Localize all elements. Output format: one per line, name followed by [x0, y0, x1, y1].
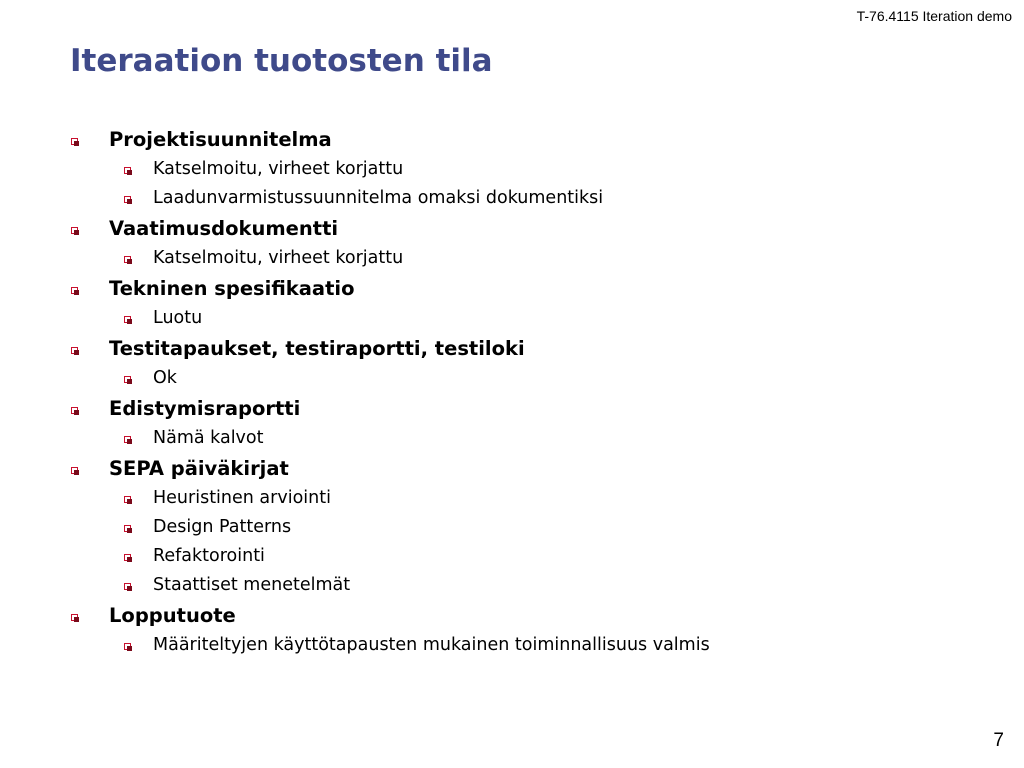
sub-bullet-item-label: Nämä kalvot	[153, 428, 264, 448]
sub-bullet-item-label: Katselmoitu, virheet korjattu	[153, 159, 404, 179]
square-bullet-icon	[124, 167, 131, 174]
sub-bullet-item-label: Heuristinen arviointi	[153, 488, 331, 508]
square-bullet-icon	[124, 496, 131, 503]
sub-bullet-item	[0, 244, 1024, 273]
bullet-item-label: Projektisuunnitelma	[109, 128, 332, 151]
bullet-item	[0, 125, 1024, 155]
sub-bullet-item-label: Luotu	[153, 308, 203, 328]
sub-bullet-item-label: Refaktorointi	[153, 546, 265, 566]
square-bullet-icon	[124, 554, 131, 561]
sub-bullet-item	[0, 484, 1024, 513]
sub-bullet-item	[0, 571, 1024, 600]
bullet-item-label: Lopputuote	[109, 604, 236, 627]
course-header-tag: T-76.4115 Iteration demo	[856, 8, 1012, 24]
bullet-item-label: Testitapaukset, testiraportti, testiloki	[109, 337, 525, 360]
square-bullet-icon	[124, 643, 131, 650]
square-bullet-icon	[71, 227, 78, 234]
sub-bullet-item	[0, 513, 1024, 542]
sub-bullet-item	[0, 364, 1024, 393]
bullet-item-label: SEPA päiväkirjat	[109, 457, 289, 480]
sub-bullet-item	[0, 424, 1024, 453]
sub-bullet-item	[0, 304, 1024, 333]
sub-bullet-item-label: Katselmoitu, virheet korjattu	[153, 248, 404, 268]
square-bullet-icon	[71, 407, 78, 414]
square-bullet-icon	[124, 316, 131, 323]
sub-bullet-item-label: Laadunvarmistussuunnitelma omaksi dokumentiksi	[153, 188, 604, 208]
square-bullet-icon	[71, 347, 78, 354]
square-bullet-icon	[124, 583, 131, 590]
bullet-item-label: Vaatimusdokumentti	[109, 217, 339, 240]
square-bullet-icon	[124, 436, 131, 443]
square-bullet-icon	[124, 196, 131, 203]
square-bullet-icon	[71, 614, 78, 621]
sub-bullet-item	[0, 631, 1024, 660]
sub-bullet-item	[0, 184, 1024, 213]
sub-bullet-item-label: Määriteltyjen käyttötapausten mukainen toiminnallisuus valmis	[153, 635, 710, 655]
bullet-item	[0, 274, 1024, 304]
bullet-item-label: Tekninen spesifikaatio	[109, 277, 355, 300]
bullet-item	[0, 214, 1024, 244]
sub-bullet-item	[0, 155, 1024, 184]
bullet-item	[0, 394, 1024, 424]
slide-title: Iteraation tuotosten tila	[70, 43, 493, 79]
bullet-list	[0, 124, 1024, 660]
bullet-item	[0, 334, 1024, 364]
bullet-item	[0, 601, 1024, 631]
sub-bullet-item-label: Ok	[153, 368, 177, 388]
square-bullet-icon	[124, 376, 131, 383]
bullet-item-label: Edistymisraportti	[109, 397, 301, 420]
square-bullet-icon	[124, 256, 131, 263]
page-number: 7	[993, 730, 1004, 751]
square-bullet-icon	[124, 525, 131, 532]
sub-bullet-item	[0, 542, 1024, 571]
square-bullet-icon	[71, 287, 78, 294]
square-bullet-icon	[71, 467, 78, 474]
square-bullet-icon	[71, 138, 78, 145]
sub-bullet-item-label: Design Patterns	[153, 517, 292, 537]
sub-bullet-item-label: Staattiset menetelmät	[153, 575, 351, 595]
bullet-item	[0, 454, 1024, 484]
